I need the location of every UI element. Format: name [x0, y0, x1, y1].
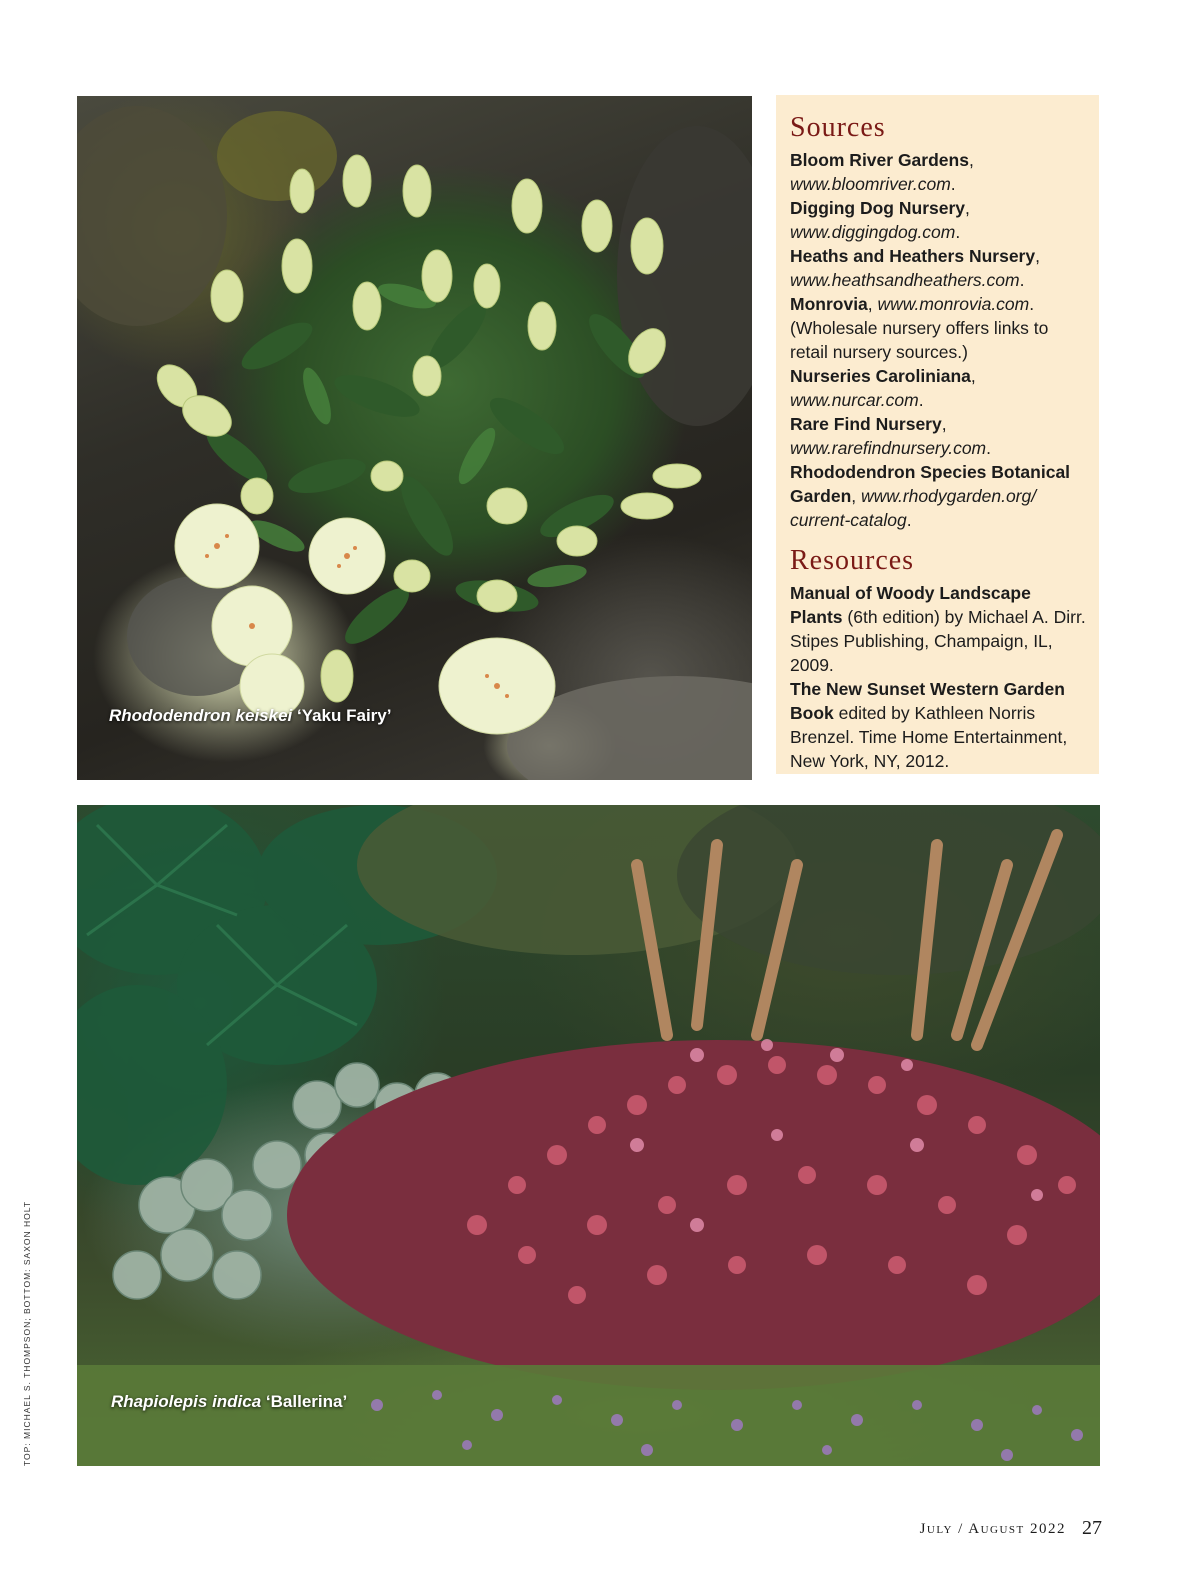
- source-entry: [790, 364, 1087, 412]
- source-entry: [790, 244, 1087, 292]
- rhododendron-photo: [77, 96, 752, 780]
- source-entry: [790, 148, 1087, 196]
- rhododendron-illustration: [77, 96, 752, 780]
- source-note: (Wholesale nursery offers links to retail nursery sources.): [790, 318, 1049, 362]
- source-name: Heaths and Heathers Nursery: [790, 246, 1036, 266]
- terminator: .: [986, 438, 991, 458]
- photo-credit: TOP: MICHAEL S. THOMPSON; BOTTOM: SAXON HOLT: [22, 1200, 32, 1466]
- source-url[interactable]: www.nurcar.com: [790, 390, 919, 410]
- source-name: Rare Find Nursery: [790, 414, 942, 434]
- resource-entry: [790, 677, 1087, 773]
- source-url[interactable]: www.bloomriver.com: [790, 174, 951, 194]
- source-name: Monrovia: [790, 294, 868, 314]
- resource-title: Manual of Woody Landscape Plants: [790, 583, 1031, 627]
- top-caption-cultivar: ‘Yaku Fairy’: [292, 706, 392, 725]
- separator: ,: [867, 294, 878, 314]
- source-entry: [790, 196, 1087, 244]
- sources-sidebar: [776, 95, 1099, 774]
- separator: ,: [970, 366, 976, 386]
- page-number: 27: [1082, 1517, 1102, 1539]
- terminator: .: [1019, 270, 1025, 290]
- resource-details: edited by Kathleen Norris Brenzel. Time Home Entertainment, New York, NY, 2012.: [790, 703, 1068, 771]
- separator: ,: [941, 414, 947, 434]
- resource-entry: [790, 581, 1087, 677]
- source-url[interactable]: www.monrovia.com: [877, 294, 1030, 314]
- source-entry: [790, 460, 1087, 532]
- issue-date: July / August 2022: [919, 1521, 1066, 1537]
- resources-heading: Resources: [790, 545, 915, 576]
- terminator: .: [918, 390, 924, 410]
- rhaphiolepis-photo: [77, 805, 1100, 1466]
- bottom-caption-cultivar: ‘Ballerina’: [261, 1392, 348, 1411]
- source-name: Bloom River Gardens: [790, 150, 969, 170]
- sources-heading: Sources: [790, 112, 886, 143]
- bottom-caption-species: Rhapiolepis indica: [111, 1392, 262, 1411]
- bottom-photo-caption: [111, 1392, 347, 1412]
- terminator: .: [1029, 294, 1035, 314]
- source-name: Nurseries Caroliniana: [790, 366, 971, 386]
- source-url[interactable]: www.diggingdog.com: [790, 222, 956, 242]
- terminator: .: [955, 222, 961, 242]
- source-entry: [790, 292, 1087, 364]
- source-name: Digging Dog Nursery: [790, 198, 966, 218]
- separator: ,: [968, 150, 974, 170]
- separator: ,: [965, 198, 970, 218]
- terminator: .: [906, 510, 912, 530]
- source-url[interactable]: www.rarefindnursery.com: [790, 438, 987, 458]
- separator: ,: [1035, 246, 1040, 266]
- source-name: Rhododendron Species Botanical Garden: [790, 462, 1071, 506]
- source-url[interactable]: www.rhodygarden.org/ current-catalog: [790, 486, 1037, 530]
- source-entry: [790, 412, 1087, 460]
- top-caption-species: Rhododendron keiskei: [109, 706, 293, 725]
- terminator: .: [950, 174, 956, 194]
- resource-title: The New Sunset Western Garden Book: [790, 679, 1065, 723]
- resource-details: (6th edition) by Michael A. Dirr. Stipes Publishing, Champaign, IL, 2009.: [790, 607, 1086, 675]
- garden-illustration: [77, 805, 1100, 1466]
- top-photo-caption: [109, 706, 391, 726]
- separator: ,: [851, 486, 862, 506]
- source-url[interactable]: www.heathsandheathers.com: [790, 270, 1020, 290]
